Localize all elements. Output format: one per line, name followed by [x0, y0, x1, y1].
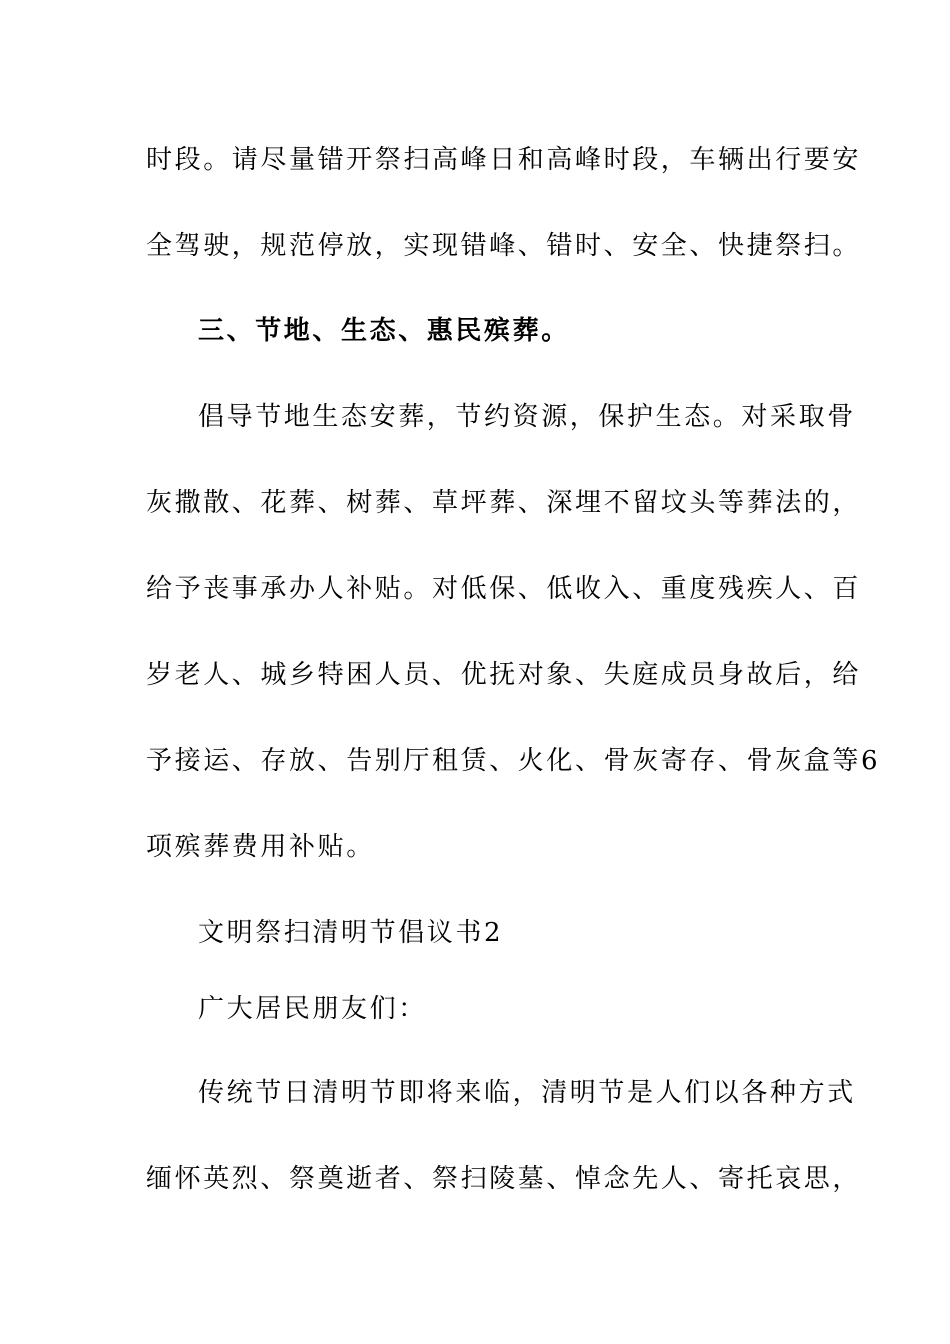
paragraph-line: 灰撒散、花葬、树葬、草坪葬、深埋不留坟头等葬法的， [146, 488, 862, 518]
document-title: 文明祭扫清明节倡议书2 [198, 918, 504, 948]
paragraph-line: 岁老人、城乡特困人员、优抚对象、失庭成员身故后，给 [146, 660, 862, 690]
paragraph-line: 传统节日清明节即将来临，清明节是人们以各种方式 [198, 1078, 856, 1108]
paragraph-line: 全驾驶，规范停放，实现错峰、错时、安全、快捷祭扫。 [146, 231, 862, 261]
paragraph-line: 给予丧事承办人补贴。对低保、低收入、重度残疾人、百 [146, 574, 862, 604]
paragraph-line: 倡导节地生态安葬，节约资源，保护生态。对采取骨 [198, 402, 856, 432]
paragraph-line: 时段。请尽量错开祭扫高峰日和高峰时段，车辆出行要安 [146, 145, 862, 175]
paragraph-line: 予接运、存放、告别厅租赁、火化、骨灰寄存、骨灰盒等6 [146, 746, 881, 776]
salutation: 广大居民朋友们： [198, 994, 427, 1024]
section-heading: 三、节地、生态、惠民殡葬。 [198, 316, 570, 346]
paragraph-line: 缅怀英烈、祭奠逝者、祭扫陵墓、悼念先人、寄托哀思， [146, 1164, 862, 1194]
paragraph-line: 项殡葬费用补贴。 [146, 832, 375, 862]
